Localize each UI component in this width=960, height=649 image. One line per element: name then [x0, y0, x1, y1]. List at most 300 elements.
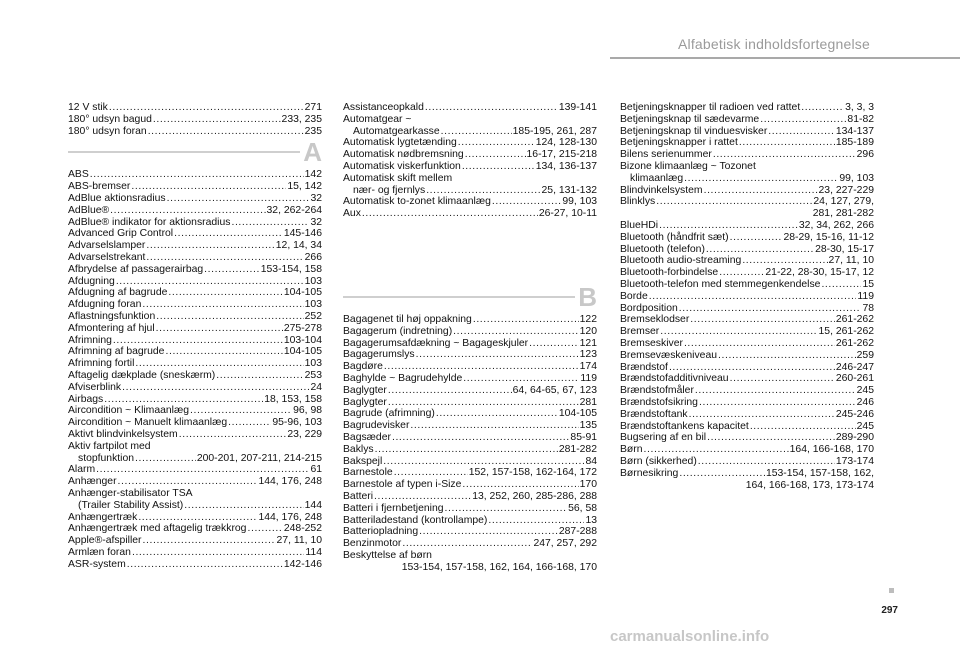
entry-term: Brændstofadditivniveau — [620, 373, 729, 385]
entry-term: Blindvinkelsystem — [620, 184, 703, 196]
index-entry — [620, 314, 874, 326]
dot-leader — [760, 114, 846, 126]
entry-pages: 289-290 — [835, 432, 874, 444]
entry-pages: 296 — [856, 149, 874, 161]
entry-pages: 103 — [304, 358, 322, 370]
entry-pages: 233, 235 — [281, 113, 322, 125]
section-spacer — [343, 220, 597, 282]
entry-pages: 32 — [310, 216, 322, 228]
index-entry — [620, 326, 874, 338]
dot-leader — [104, 394, 263, 406]
dot-leader — [659, 220, 798, 232]
index-entry — [68, 205, 322, 217]
entry-pages: 21-22, 28-30, 15-17, 12 — [765, 267, 874, 279]
entry-pages: 281-282 — [558, 443, 597, 455]
dot-leader — [410, 420, 578, 432]
entry-pages: 104-105 — [283, 346, 322, 358]
index-entry-continuation: 153-154, 157-158, 162, 164, 166-168, 170 — [401, 561, 597, 573]
dot-leader — [713, 149, 856, 161]
entry-term: Bluetooth-telefon med stemmegenkendelse — [620, 278, 821, 290]
entry-group-a — [343, 196, 597, 220]
dot-leader — [156, 323, 283, 335]
dot-leader — [394, 467, 468, 479]
dot-leader — [384, 361, 579, 373]
dot-leader — [247, 523, 282, 535]
entry-term: (Trailer Stability Assist) — [78, 499, 184, 511]
entry-pages: 135 — [579, 420, 597, 432]
entry-term: Afdugning — [68, 275, 115, 287]
index-entry — [68, 169, 322, 181]
entry-pages: 235 — [304, 125, 322, 137]
dot-leader — [750, 421, 856, 433]
index-entry — [620, 291, 874, 303]
entry-term: Baglygter — [343, 396, 387, 408]
dot-leader — [179, 429, 287, 441]
entry-term: Bagsæder — [343, 431, 391, 443]
index-entry — [343, 373, 597, 385]
dot-leader — [465, 149, 526, 161]
index-entry — [68, 405, 322, 417]
index-column-3 — [620, 102, 874, 491]
entry-pages: 142 — [304, 169, 322, 181]
entry-term: Baglygter — [343, 384, 387, 396]
entry-term: 180° udsyn foran — [68, 125, 147, 137]
entry-term: Benzinmotor — [343, 538, 402, 550]
index-entry — [343, 137, 597, 149]
entry-pages: 246-247 — [835, 361, 874, 373]
entry-term: Advarselstrekant — [68, 251, 146, 263]
index-entry — [68, 370, 322, 382]
entry-group-a — [68, 169, 322, 440]
entry-term: Batteriladestand (kontrollampe) — [343, 514, 488, 526]
index-entry — [68, 394, 322, 406]
entry-term: Aflastningsfunktion — [68, 310, 156, 322]
entry-pages: 32 — [310, 192, 322, 204]
entry-pages: 24 — [310, 381, 322, 393]
dot-leader — [690, 314, 835, 326]
index-entry — [68, 500, 322, 512]
entry-pages: 104-105 — [283, 287, 322, 299]
index-column-1 — [68, 102, 322, 570]
dot-leader — [156, 311, 303, 323]
dot-leader — [463, 373, 579, 385]
index-entry — [620, 244, 874, 256]
index-entry — [68, 217, 322, 229]
entry-pages: 15, 142 — [287, 181, 322, 193]
index-entry — [68, 464, 322, 476]
index-entry — [68, 323, 322, 335]
index-entry-heading: Automatisk skift mellem — [343, 172, 453, 184]
entry-term: Automatgearkasse — [353, 125, 440, 137]
entry-term: Bluetooth-forbindelse — [620, 267, 719, 279]
entry-pages: 16-17, 215-218 — [526, 149, 597, 161]
dot-leader — [441, 126, 512, 138]
index-entry — [343, 397, 597, 409]
entry-term: Bremser — [620, 326, 660, 338]
entry-term: Bluetooth (telefon) — [620, 243, 705, 255]
dot-leader — [689, 409, 835, 421]
index-entry — [68, 276, 322, 288]
entry-term: Afrimning af bagrude — [68, 346, 165, 358]
entry-pages: 26-27, 10-11 — [538, 208, 597, 220]
index-entry — [620, 338, 874, 350]
entry-term: Afrimning fortil — [68, 358, 135, 370]
entry-group-a — [343, 102, 597, 114]
entry-group-b — [620, 102, 874, 161]
entry-term: Brændstoftank — [620, 408, 688, 420]
entry-term: Afmontering af hjul — [68, 322, 155, 334]
header-rule — [610, 57, 960, 59]
entry-pages: 99, 103 — [562, 196, 597, 208]
dot-leader — [168, 287, 282, 299]
dot-leader — [122, 382, 309, 394]
entry-term: Apple®-afspiller — [68, 535, 142, 547]
dot-leader — [492, 196, 561, 208]
dot-leader — [388, 385, 512, 397]
section-rule — [343, 296, 575, 298]
section-header-a — [68, 137, 322, 168]
entry-term: Børn — [620, 444, 643, 456]
index-entry — [620, 255, 874, 267]
entry-group-b — [343, 314, 597, 550]
entry-term: Baklys — [343, 443, 374, 455]
entry-pages: 15, 261-262 — [818, 326, 874, 338]
entry-pages: 144, 176, 248 — [258, 476, 322, 488]
entry-pages: 271 — [304, 102, 322, 113]
entry-term: Betjeningsknapper til radioen ved rattet — [620, 102, 801, 113]
entry-pages: 266 — [304, 251, 322, 263]
dot-leader — [388, 397, 579, 409]
index-entry — [343, 208, 597, 220]
entry-pages: 103 — [304, 275, 322, 287]
entry-pages: 142-146 — [283, 558, 322, 570]
entry-term: Armlæn foran — [68, 546, 131, 558]
entry-pages: 170 — [579, 479, 597, 491]
index-entry — [68, 346, 322, 358]
page-header-title: Alfabetisk indholdsfortegnelse — [677, 36, 870, 52]
dot-leader — [706, 244, 814, 256]
dot-leader — [190, 405, 292, 417]
dot-leader — [644, 444, 789, 456]
entry-pages: 85-91 — [570, 431, 597, 443]
dot-leader — [699, 397, 856, 409]
dot-leader — [142, 299, 303, 311]
dot-leader — [679, 303, 862, 315]
entry-group-a-sub — [343, 185, 597, 197]
dot-leader — [801, 102, 844, 114]
entry-term: Blinklys — [620, 196, 656, 208]
entry-term: Bagdøre — [343, 361, 383, 373]
entry-pages: 152, 157-158, 162-164, 172 — [468, 467, 597, 479]
entry-term: Bilens serienummer — [620, 149, 712, 161]
dot-leader — [436, 408, 558, 420]
entry-term: Aftagelig dækplade (sneskærm) — [68, 369, 216, 381]
index-entry — [68, 559, 322, 571]
entry-term: AdBlue® — [68, 204, 110, 216]
index-entry — [620, 421, 874, 433]
entry-pages: 144, 176, 248 — [258, 511, 322, 523]
index-entry — [343, 467, 597, 479]
index-entry — [68, 126, 322, 138]
dot-leader — [143, 535, 276, 547]
index-entry — [68, 512, 322, 524]
entry-pages: 185-195, 261, 287 — [512, 125, 597, 137]
index-entry — [343, 432, 597, 444]
entry-pages: 120 — [579, 325, 597, 337]
entry-term: Bluetooth (håndfrit sæt) — [620, 231, 729, 243]
dot-leader — [402, 538, 532, 550]
entry-term: ABS-bremser — [68, 181, 131, 193]
dot-leader — [730, 232, 783, 244]
index-entry — [68, 228, 322, 240]
entry-pages: 145-146 — [283, 228, 322, 240]
index-entry — [343, 196, 597, 208]
entry-term: Bagagerumsafdækning ~ Bagageskjuler — [343, 337, 529, 349]
entry-term: Brændstof — [620, 361, 668, 373]
entry-pages: 245 — [856, 385, 874, 397]
index-entry — [620, 114, 874, 126]
dot-leader — [719, 267, 764, 279]
entry-group-a — [343, 137, 597, 172]
index-entry — [343, 314, 597, 326]
dot-leader — [153, 114, 281, 126]
entry-term: Bagagerum (indretning) — [343, 325, 453, 337]
dot-leader — [473, 314, 579, 326]
entry-term: Aux — [343, 208, 361, 220]
index-entry — [68, 264, 322, 276]
entry-term: Anhængertræk med aftagelig trækkrog — [68, 523, 247, 535]
entry-term: Advarselslamper — [68, 240, 146, 252]
index-entry-heading: Automatgear ~ — [343, 113, 412, 125]
entry-term: Brændstofmåler — [620, 385, 694, 397]
index-entry — [620, 149, 874, 161]
dot-leader — [146, 252, 303, 264]
index-entry — [620, 432, 874, 444]
entry-term: ABS — [68, 169, 89, 181]
entry-term: Bluetooth audio-streaming — [620, 255, 742, 267]
entry-group-a-sub — [343, 126, 597, 138]
entry-term: Brændstoftankens kapacitet — [620, 420, 749, 432]
dot-leader — [742, 255, 827, 267]
entry-term: stopfunktion — [78, 452, 135, 464]
entry-pages: 185-189 — [835, 137, 874, 149]
entry-term: Advanced Grip Control — [68, 228, 174, 240]
entry-pages: 119 — [580, 372, 597, 384]
entry-pages: 103-104 — [283, 334, 322, 346]
index-entry — [343, 338, 597, 350]
index-entry — [620, 196, 874, 208]
entry-term: 12 V stik — [68, 102, 108, 113]
dot-leader — [768, 126, 835, 138]
dot-leader — [649, 291, 857, 303]
dot-leader — [148, 126, 304, 138]
index-entry — [343, 102, 597, 114]
index-entry — [68, 252, 322, 264]
entry-pages: 27, 11, 10 — [828, 255, 874, 267]
entry-pages: 287-288 — [558, 526, 597, 538]
entry-pages: 124, 128-130 — [535, 137, 597, 149]
dot-leader — [216, 370, 303, 382]
dot-leader — [383, 456, 584, 468]
entry-term: Afviserblink — [68, 381, 122, 393]
dot-leader — [821, 279, 861, 291]
entry-term: klimaanlæg — [630, 172, 684, 184]
dot-leader — [488, 515, 584, 527]
index-entry — [343, 538, 597, 550]
index-entry — [68, 453, 322, 465]
dot-leader — [718, 350, 856, 362]
dot-leader — [131, 181, 286, 193]
index-entry — [68, 358, 322, 370]
page-number: 297 — [881, 605, 898, 616]
entry-term: Anhængertræk — [68, 511, 138, 523]
entry-pages: 15 — [862, 278, 874, 290]
index-entry — [68, 193, 322, 205]
entry-pages: 23, 227-229 — [818, 184, 874, 196]
entry-group-a — [68, 512, 322, 571]
dot-leader — [698, 456, 835, 468]
dot-leader — [416, 349, 579, 361]
entry-pages: 153-154, 157-158, 162, — [765, 467, 874, 479]
index-entry — [343, 361, 597, 373]
dot-leader — [231, 217, 309, 229]
entry-pages: 81-82 — [847, 113, 874, 125]
dot-leader — [419, 526, 558, 538]
dot-leader — [374, 491, 471, 503]
entry-pages: 13, 252, 260, 285-286, 288 — [472, 490, 597, 502]
dot-leader — [425, 102, 558, 114]
index-entry — [343, 126, 597, 138]
entry-group-b — [620, 185, 874, 209]
dot-leader — [146, 240, 274, 252]
index-entry — [68, 382, 322, 394]
entry-pages: 96, 98 — [293, 405, 322, 417]
dot-leader — [135, 453, 196, 465]
dot-leader — [228, 417, 271, 429]
entry-term: Afrimning — [68, 334, 112, 346]
entry-pages: 84 — [585, 455, 597, 467]
index-entry — [620, 409, 874, 421]
dot-leader — [132, 547, 304, 559]
entry-term: Afdugning af bagrude — [68, 287, 168, 299]
entry-term: Betjeningsknap til sædevarme — [620, 113, 760, 125]
entry-pages: 134-137 — [835, 125, 874, 137]
watermark-logo: carmanualsonline.info — [610, 628, 770, 645]
index-entry — [343, 149, 597, 161]
entry-term: Afbrydelse af passagerairbag — [68, 263, 204, 275]
index-entry — [620, 173, 874, 185]
index-entry — [68, 547, 322, 559]
entry-group-b — [620, 220, 874, 480]
dot-leader — [660, 326, 817, 338]
entry-term: Betjeningsknapper i rattet — [620, 137, 738, 149]
dot-leader — [109, 102, 304, 114]
index-entry — [343, 185, 597, 197]
entry-term: Anhænger — [68, 476, 117, 488]
index-entry — [620, 267, 874, 279]
dot-leader — [739, 137, 835, 149]
entry-term: Bordposition — [620, 302, 678, 314]
entry-term: BlueHDi — [620, 219, 659, 231]
dot-leader — [730, 373, 835, 385]
dot-leader — [707, 432, 835, 444]
dot-leader — [96, 464, 309, 476]
entry-pages: 164, 166-168, 170 — [789, 444, 874, 456]
entry-term: 180° udsyn bagud — [68, 113, 152, 125]
entry-pages: 261-262 — [835, 337, 874, 349]
index-entry — [68, 535, 322, 547]
dot-leader — [118, 476, 258, 488]
index-entry — [620, 126, 874, 138]
dot-leader — [204, 264, 260, 276]
entry-term: Aktivt blindvinkelsystem — [68, 428, 178, 440]
entry-pages: 253 — [304, 369, 322, 381]
entry-term: AdBlue aktionsradius — [68, 192, 166, 204]
dot-leader — [453, 326, 578, 338]
entry-term: Batteri i fjernbetjening — [343, 502, 444, 514]
entry-pages: 32, 34, 262, 266 — [798, 219, 874, 231]
entry-pages: 259 — [856, 349, 874, 361]
index-entry — [343, 503, 597, 515]
index-entry-continuation: 281, 281-282 — [812, 208, 874, 220]
entry-pages: 12, 14, 34 — [275, 240, 322, 252]
entry-pages: 27, 11, 10 — [276, 535, 322, 547]
dot-leader — [127, 559, 283, 571]
entry-pages: 3, 3, 3 — [845, 102, 874, 113]
entry-pages: 153-154, 158 — [260, 263, 322, 275]
section-letter: B — [578, 281, 597, 312]
page-marker-square — [889, 588, 894, 593]
entry-pages: 245-246 — [835, 408, 874, 420]
dot-leader — [529, 338, 579, 350]
index-entry — [68, 335, 322, 347]
index-entry — [620, 232, 874, 244]
index-entry — [343, 526, 597, 538]
entry-term: Baghylde ~ Bagrudehylde — [343, 372, 463, 384]
dot-leader — [375, 444, 558, 456]
index-entry — [620, 185, 874, 197]
entry-term: Automatisk nødbremsning — [343, 149, 464, 161]
index-entry — [68, 287, 322, 299]
entry-term: Bremseskiver — [620, 337, 683, 349]
entry-term: Brændstofsikring — [620, 396, 698, 408]
section-letter: A — [303, 137, 322, 168]
entry-term: Bagagerumslys — [343, 349, 415, 361]
index-entry — [68, 417, 322, 429]
entry-term: Børnesikring — [620, 467, 679, 479]
entry-pages: 174 — [579, 361, 597, 373]
dot-leader — [426, 185, 540, 197]
dot-leader — [669, 362, 835, 374]
entry-term: Bagrudevisker — [343, 420, 410, 432]
entry-pages: 32, 262-264 — [266, 204, 322, 216]
index-entry — [343, 326, 597, 338]
entry-pages: 261-262 — [835, 314, 874, 326]
entry-pages: 25, 131-132 — [541, 184, 597, 196]
dot-leader — [113, 335, 283, 347]
entry-pages: 246 — [856, 396, 874, 408]
entry-pages: 252 — [304, 310, 322, 322]
section-rule — [68, 151, 300, 153]
entry-term: Barnestole — [343, 467, 393, 479]
index-entry — [620, 373, 874, 385]
index-entry — [68, 102, 322, 114]
entry-pages: 99, 103 — [839, 172, 874, 184]
index-entry — [343, 408, 597, 420]
entry-pages: 56, 58 — [568, 502, 597, 514]
dot-leader — [458, 137, 535, 149]
index-entry-heading: Aktiv fartpilot med — [68, 440, 151, 452]
